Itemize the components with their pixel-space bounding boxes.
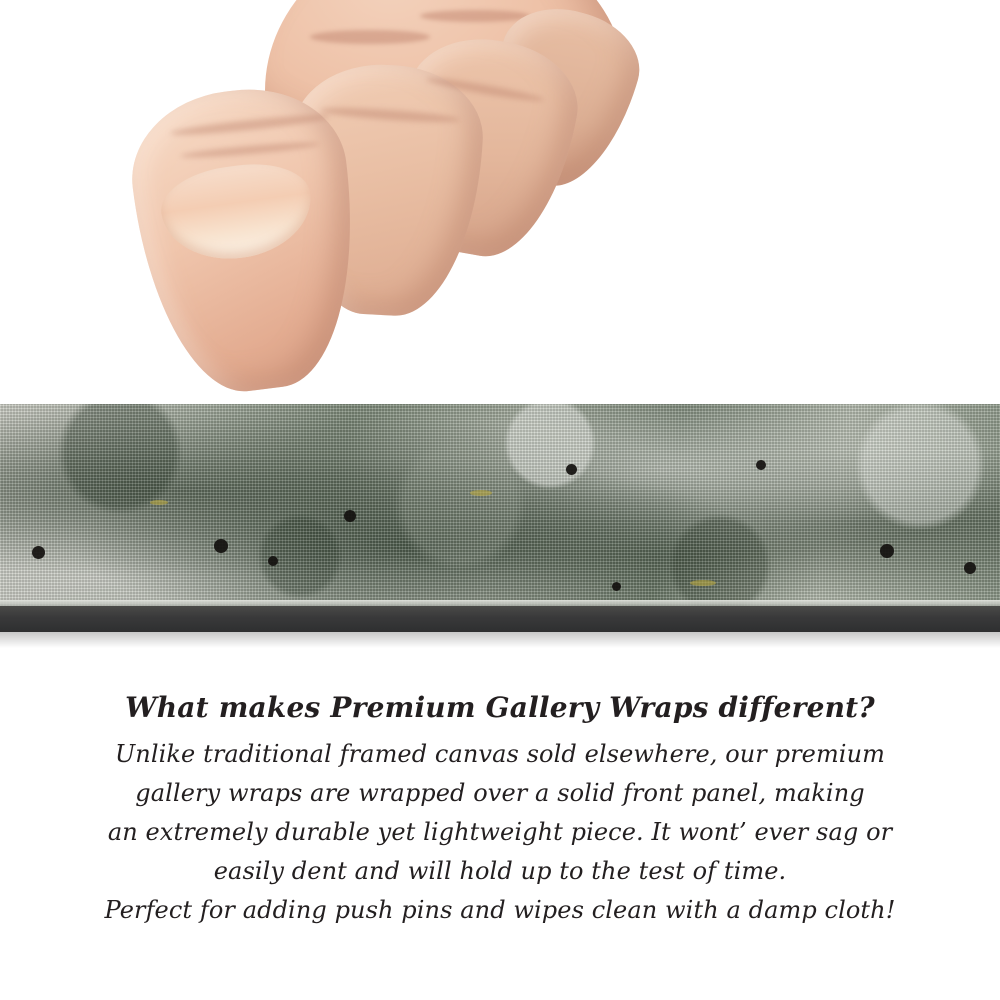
caption-line: gallery wraps are wrapped over a solid front panel, making — [135, 778, 865, 807]
knuckle-crease — [310, 30, 430, 44]
canvas-fleck — [470, 490, 492, 496]
caption-line: an extremely durable yet lightweight piece. It wont’ ever sag or — [107, 817, 893, 846]
canvas-speck — [214, 539, 228, 553]
canvas-weave-texture — [0, 404, 1000, 622]
caption-line: Unlike traditional framed canvas sold elsewhere, our premium — [114, 740, 885, 768]
canvas-speck — [964, 562, 976, 574]
canvas-mottle-texture — [0, 404, 1000, 622]
canvas-drop-shadow — [0, 632, 1000, 648]
gallery-wrap-edge — [0, 404, 1000, 622]
caption-line: Perfect for adding push pins and wipes clean with a damp cloth! — [104, 895, 896, 924]
canvas-speck — [756, 460, 766, 470]
canvas-speck — [268, 556, 278, 566]
hand-pressing-canvas — [120, 0, 600, 420]
caption-line: easily dent and will hold up to the test of time. — [213, 856, 787, 885]
knuckle-crease — [420, 10, 530, 22]
canvas-speck — [612, 582, 621, 591]
canvas-fleck — [150, 500, 168, 505]
canvas-speck — [344, 510, 356, 522]
canvas-back-edge — [0, 606, 1000, 632]
caption-block — [0, 690, 1000, 929]
canvas-speck — [880, 544, 894, 558]
canvas-speck — [566, 464, 577, 475]
canvas-fleck — [690, 580, 716, 586]
canvas-speck — [32, 546, 45, 559]
caption-heading: What makes Premium Gallery Wraps different? — [125, 691, 875, 724]
